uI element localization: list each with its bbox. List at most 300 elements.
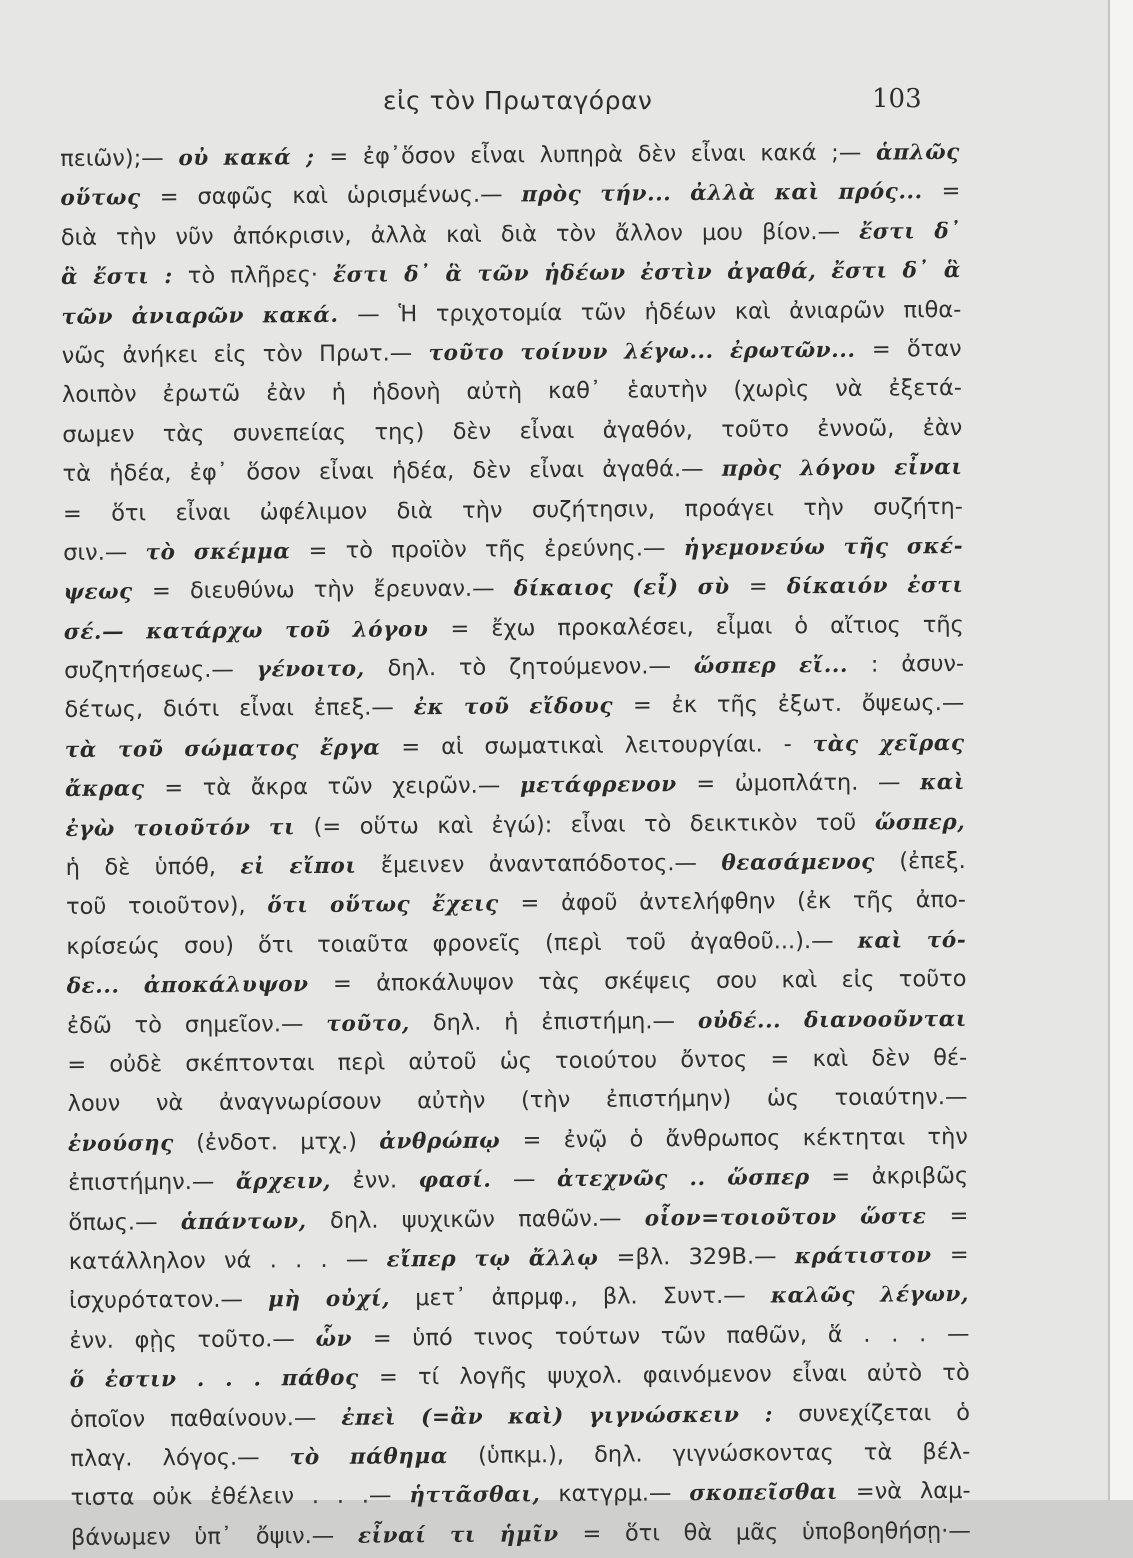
word: ὁ xyxy=(794,612,809,639)
word: = xyxy=(632,692,652,719)
word: κακά xyxy=(760,140,817,167)
text-line xyxy=(63,487,963,533)
word: λειτουργίαι. xyxy=(624,731,763,759)
word: ὁποῖον xyxy=(69,1405,146,1433)
word: τοῦτο.— xyxy=(197,1325,295,1353)
word: ἡ xyxy=(65,854,81,882)
word: — xyxy=(946,1320,970,1347)
lemma-word: καὶ xyxy=(919,770,966,796)
word: φῂς xyxy=(134,1326,177,1354)
lemma-word: ὥστε xyxy=(859,1203,927,1230)
lemma-word: ἐστι xyxy=(907,573,964,599)
word: αὐτὴν xyxy=(417,1088,486,1115)
lemma-word: τῆς xyxy=(843,534,889,560)
word: = xyxy=(582,1520,602,1547)
word: συνεπείας xyxy=(232,419,347,447)
word: κατάλληλον xyxy=(68,1247,206,1275)
word: = xyxy=(67,1051,87,1078)
word: τῆς xyxy=(922,611,964,638)
word: σαφῶς xyxy=(197,183,274,211)
word: ὑπό xyxy=(412,1324,453,1351)
word: — xyxy=(877,769,901,796)
word: ἀπόκρισιν, xyxy=(232,222,352,250)
word: ἀπο- xyxy=(915,887,967,914)
lemma-word: ἁπλῶς xyxy=(875,139,961,166)
word: ὄψεως.— xyxy=(861,690,965,718)
word: ὁ xyxy=(956,1399,971,1426)
word: ὡρισμένως.— xyxy=(346,181,503,210)
word: αὐτοῦ xyxy=(408,1048,477,1076)
lemma-word: τῶν xyxy=(477,261,530,287)
word: ἐπιστήμην.— xyxy=(68,1168,215,1197)
word: τοῦ xyxy=(65,894,107,921)
word: ἐκ xyxy=(671,692,698,719)
running-header: εἰς τὸν Πρωταγόραν xyxy=(383,86,653,115)
word: οὐκ xyxy=(152,1484,193,1511)
lemma-word: κακά xyxy=(223,145,292,171)
word: θέ- xyxy=(933,1044,968,1072)
lemma-word: ἃ xyxy=(943,258,962,284)
word: . xyxy=(320,1246,328,1273)
lemma-word: ἔστι xyxy=(93,264,150,290)
lemma-word: λόγου xyxy=(352,616,429,643)
word: ἐφ᾽ xyxy=(189,459,229,487)
word: ἡ xyxy=(331,380,347,407)
word: ἐὰν xyxy=(266,380,306,407)
word: ζητούμενον.— xyxy=(508,653,672,681)
word: ὑποβοηθήσῃ·— xyxy=(801,1517,971,1545)
lemma-word: τοῦ xyxy=(117,737,164,763)
lemma-word: τό- xyxy=(926,927,967,954)
lemma-word: τὸ xyxy=(289,1444,320,1471)
word: νὰ xyxy=(155,1090,184,1117)
word: τοῦ xyxy=(625,929,667,956)
word: διὰ xyxy=(396,497,433,524)
lemma-word: ἄκρας xyxy=(65,776,145,803)
word: ἐφ᾽ὅσον xyxy=(362,142,456,170)
word: εἶναι xyxy=(470,142,526,169)
word: ἡ xyxy=(504,1009,519,1036)
text-line xyxy=(61,212,961,258)
word: κρίσεώς xyxy=(66,933,161,960)
word: εἰς xyxy=(213,341,247,368)
word: τοιαύτην.— xyxy=(834,1084,968,1112)
word: τὴν xyxy=(927,1123,968,1150)
lemma-word: λόγου xyxy=(799,455,876,482)
word: τοιούτου xyxy=(555,1047,658,1075)
word: λυπηρὰ xyxy=(539,141,624,169)
lemma-word: . xyxy=(225,1366,234,1392)
lemma-word: θεασάμενος xyxy=(721,849,876,876)
lemma-word: πρός... xyxy=(838,179,923,206)
word: ἐννοῶ, xyxy=(817,415,895,442)
word: τῶν xyxy=(327,773,373,801)
word: ἔχω xyxy=(491,614,536,642)
lemma-word: σώματος xyxy=(184,736,300,762)
lemma-word: ὅ xyxy=(69,1367,85,1394)
word: εἰς xyxy=(841,966,875,994)
word: = xyxy=(520,890,540,917)
text-line xyxy=(62,330,962,376)
lemma-word: οὐχί, xyxy=(325,1286,391,1313)
lemma-word: τοιοῦτόν xyxy=(133,815,251,842)
word: ἐπιστήμη.— xyxy=(541,1007,676,1035)
word: ἔρευναν.— xyxy=(373,575,495,603)
word: δηλ. xyxy=(432,1009,482,1036)
lemma-word: λέγω... xyxy=(624,338,714,365)
word: καὶ xyxy=(812,1045,849,1073)
word: . xyxy=(918,1320,927,1348)
lemma-word: οὕτως xyxy=(329,892,411,919)
word: τὰς xyxy=(162,420,205,447)
word: καὶ xyxy=(292,183,329,210)
lemma-word: εἰ xyxy=(240,854,266,880)
word: λαμ- xyxy=(919,1478,971,1505)
word: = xyxy=(941,178,961,205)
word: εἶναι xyxy=(529,457,585,484)
lemma-word: λέγων, xyxy=(880,1282,970,1308)
word: μου xyxy=(701,219,744,246)
lemma-word: τοῦτο, xyxy=(326,1010,411,1037)
word: = xyxy=(164,775,184,802)
word: τῆς xyxy=(484,536,527,563)
word: ἐγώ): xyxy=(491,811,553,839)
word: ἀγαθά.— xyxy=(602,456,704,483)
lemma-word: : xyxy=(764,1401,774,1428)
lemma-word: ἀτεχνῶς xyxy=(556,1166,669,1193)
lemma-word: τὰ xyxy=(64,737,98,763)
lemma-word: τὸ xyxy=(145,540,176,566)
word: λουν xyxy=(67,1090,121,1118)
word: σημεῖον.— xyxy=(184,1010,304,1038)
word: σου) xyxy=(184,932,235,959)
word: σου xyxy=(715,967,758,995)
word: ὠμοπλάτη. xyxy=(734,769,859,797)
word: εἶναι xyxy=(318,458,374,486)
word: ἀνανταπόδοτος.— xyxy=(488,850,698,878)
word: καὶ xyxy=(781,967,818,994)
word: δὲ xyxy=(104,854,131,881)
lemma-word: ἔχεις xyxy=(431,891,499,918)
lemma-word: .. xyxy=(689,1166,706,1192)
lemma-word: τῶν xyxy=(61,304,114,330)
word: βέλ- xyxy=(922,1438,971,1466)
word: = xyxy=(831,1163,851,1191)
lemma-word: οὐ xyxy=(178,145,210,172)
word: κατγρμ.— xyxy=(558,1480,672,1508)
word: τὸ xyxy=(345,537,374,564)
lemma-word: τήν... xyxy=(600,181,672,208)
word: λοιπὸν xyxy=(61,381,137,409)
word: — xyxy=(512,1166,536,1193)
word: ἡδέων xyxy=(644,298,717,325)
lemma-word: ὅτι xyxy=(267,893,309,919)
word: νῦν xyxy=(175,223,214,250)
lemma-word: τοίνυν xyxy=(520,339,609,366)
lemma-word: . xyxy=(253,1366,262,1392)
word: ὅτι xyxy=(111,499,147,527)
word: αὐτὸ xyxy=(866,1360,923,1387)
word: ἀλλὰ xyxy=(370,221,428,249)
word: ἀποκάλυψον xyxy=(376,969,515,997)
word: ἀνιαρῶν xyxy=(789,297,885,324)
word: εἶναι xyxy=(690,140,746,168)
lemma-word: κράτιστον xyxy=(794,1243,932,1270)
lemma-word: καλῶς xyxy=(770,1283,856,1309)
word: ἀγαθοῦ...).— xyxy=(690,927,834,955)
lemma-word: τι xyxy=(449,1522,477,1548)
word: ἀντελήφθην xyxy=(639,888,776,916)
word: ἅ xyxy=(827,1321,843,1348)
lemma-word: πρὸς xyxy=(521,182,582,208)
lemma-word: γένοιτο, xyxy=(256,656,365,683)
word: διὰ xyxy=(500,221,538,248)
word: οὕτω xyxy=(359,812,419,840)
lemma-word: ἃ xyxy=(60,265,79,291)
word: τῶν xyxy=(580,299,626,326)
word: πλαγ. xyxy=(70,1445,133,1472)
word: αὐτὴ xyxy=(466,378,523,406)
word: ἐξετά- xyxy=(888,375,963,402)
word: ψυχολ. xyxy=(547,1362,623,1390)
word: της) xyxy=(374,418,425,446)
word: = xyxy=(372,1325,392,1352)
lemma-word: δε... xyxy=(66,973,120,1000)
word: τὰ xyxy=(202,774,232,802)
lemma-word: (εἶ) xyxy=(632,575,679,601)
lemma-word: σὺ xyxy=(697,575,730,601)
lemma-word: ἐκ xyxy=(413,695,445,721)
lemma-word: τι xyxy=(268,814,296,841)
word: εἶμαι xyxy=(715,613,773,640)
word: σκέπτονται xyxy=(185,1050,315,1078)
text-line xyxy=(63,566,963,612)
word: (ἐπεξ. xyxy=(899,847,966,875)
word: ἐρωτῶ xyxy=(162,380,241,408)
lemma-word: δίκαιόν xyxy=(786,573,889,600)
word: Συντ.— xyxy=(662,1282,746,1310)
word: μτχ.) xyxy=(300,1128,358,1155)
word: παθῶν.— xyxy=(518,1205,622,1232)
word: συνεχίζεται xyxy=(798,1399,932,1427)
word: ὡς xyxy=(499,1048,532,1075)
lemma-word: ἀλλὰ xyxy=(690,180,756,207)
word: τὴν xyxy=(803,494,844,521)
word: ὅπως.— xyxy=(68,1208,158,1236)
word: καὶ xyxy=(445,221,482,248)
word: = xyxy=(159,184,179,211)
word: τὴν xyxy=(313,577,355,604)
word: διότι xyxy=(162,696,220,723)
lemma-word: ἐπεὶ xyxy=(341,1404,397,1431)
word: (περὶ xyxy=(545,929,602,957)
word: βλ. xyxy=(602,1283,638,1311)
word: παθαίνουν.— xyxy=(170,1404,317,1432)
lemma-word: τὰς xyxy=(812,731,859,757)
word: δὲν xyxy=(637,141,677,168)
lemma-word: ὥσπερ xyxy=(727,1165,810,1191)
lemma-word: ψεως xyxy=(63,579,133,606)
word: - xyxy=(783,731,792,758)
word: προάγει xyxy=(684,494,775,522)
word: τὰ xyxy=(863,1439,893,1466)
lemma-word: ἐστιν xyxy=(104,1367,177,1393)
word: ἔμεινεν xyxy=(380,851,465,879)
lemma-word: ἔστι xyxy=(831,258,888,285)
lemma-word: ὥσπερ xyxy=(693,653,777,680)
word: (ἐνδοτ. xyxy=(196,1129,279,1156)
word: ἀπρμφ., xyxy=(491,1284,578,1311)
lemma-word: δ᾽ xyxy=(404,262,431,288)
word: ἰσχυρότατον.— xyxy=(69,1286,244,1315)
word: : xyxy=(870,651,879,678)
lemma-word: φασί. xyxy=(418,1167,492,1194)
word: =βλ. xyxy=(616,1244,671,1271)
lemma-word: δίκαιος xyxy=(513,575,614,602)
word: (= xyxy=(313,813,342,840)
commentary-text xyxy=(60,133,971,1558)
word: — xyxy=(345,1246,369,1273)
lemma-word: δ᾽ xyxy=(902,258,929,284)
word: ἐνν. xyxy=(69,1327,114,1354)
word: = xyxy=(378,1364,398,1391)
word: ψυχικῶν xyxy=(401,1206,496,1233)
word: τινος xyxy=(473,1324,535,1351)
word: τὸν xyxy=(262,341,303,368)
word: ὄντος xyxy=(680,1046,748,1074)
lemma-word: ἔργα xyxy=(319,735,381,761)
lemma-word: ἡμῖν xyxy=(499,1521,559,1548)
lemma-word: πρὸς xyxy=(721,456,782,482)
lemma-word: δ᾽ xyxy=(934,218,961,244)
lemma-word: ; xyxy=(305,145,315,171)
word: ἑαυτὴν xyxy=(627,377,708,404)
lemma-word: ἀγαθά, xyxy=(727,259,817,285)
lemma-word: σκέ- xyxy=(906,533,964,560)
word: σκέψεις xyxy=(604,968,692,995)
word: δὲν xyxy=(871,1045,911,1072)
word: ἐξωτ. xyxy=(777,691,843,718)
word: ἡδονὴ xyxy=(371,379,441,406)
word: τί xyxy=(417,1364,440,1391)
word: = xyxy=(522,1127,542,1154)
text-line xyxy=(70,1393,970,1439)
lemma-word: ἔστι xyxy=(858,219,916,245)
word: ;— xyxy=(831,139,862,166)
word: τιστα xyxy=(70,1484,135,1512)
word: ἡδέα, xyxy=(109,460,172,487)
word: τριχοτομία xyxy=(435,299,563,327)
word: = xyxy=(308,537,328,564)
word: σιν.— xyxy=(63,539,128,566)
lemma-word: εἴ... xyxy=(798,652,849,679)
word: εἶναι xyxy=(570,811,626,838)
word: Πρωτ.— xyxy=(318,340,413,367)
word: τούτων xyxy=(554,1323,641,1350)
word: (τὴν xyxy=(520,1087,571,1114)
word: τὰς xyxy=(538,969,580,996)
word: ἄκρα xyxy=(250,774,309,801)
lemma-word: τοῦ xyxy=(284,617,331,643)
word: νά xyxy=(223,1247,252,1274)
lemma-word: ἀνθρώπῳ xyxy=(379,1128,501,1155)
page-number: 103 xyxy=(872,84,922,114)
lemma-word: : xyxy=(164,264,173,290)
word: τὴν xyxy=(462,497,503,524)
word: αἴτιος xyxy=(830,612,901,639)
lemma-word: τοῦτο xyxy=(428,340,505,367)
word: δὲν xyxy=(452,418,492,445)
word: = xyxy=(770,1046,790,1073)
lemma-word: πάθος xyxy=(281,1365,359,1392)
word: προϊὸν xyxy=(391,536,467,564)
word: ὅτι xyxy=(624,1520,661,1547)
word: εἶναι xyxy=(791,1360,847,1388)
lemma-word: καὶ xyxy=(857,928,903,954)
word: τοιαῦτα xyxy=(317,931,409,958)
word: ἡδέα, xyxy=(391,458,455,485)
word: συζητήσεως.— xyxy=(64,656,234,685)
word: σωμεν xyxy=(62,421,135,448)
word: ἀγαθόν, xyxy=(602,416,694,444)
word: τῆς xyxy=(716,692,759,719)
word: λογῆς xyxy=(459,1363,528,1391)
word: τὸ xyxy=(134,1011,163,1039)
word: βίον.— xyxy=(761,218,841,246)
word: = xyxy=(450,615,470,642)
word: συζήτη- xyxy=(873,493,963,521)
word: ἐδῶ xyxy=(66,1012,112,1039)
lemma-word: εἴποι xyxy=(289,853,357,880)
lemma-word: κατάρχω xyxy=(146,618,264,645)
lemma-word: οἷον=τοιοῦτον xyxy=(644,1204,837,1231)
word: ἀσυν- xyxy=(901,650,965,678)
lemma-word: καὶ xyxy=(774,180,820,206)
lemma-word: σέ.— xyxy=(63,619,125,645)
lemma-word: ὥσπερ, xyxy=(874,809,966,836)
page-edge xyxy=(1110,0,1133,1500)
word: ὡς xyxy=(766,1085,800,1112)
word: = xyxy=(949,1241,969,1268)
lemma-word: (=ἂν xyxy=(421,1404,484,1430)
lemma-word: ὧν xyxy=(315,1326,353,1352)
word: τὸ xyxy=(458,654,487,681)
word: (ἐκ xyxy=(796,888,832,915)
word: μετ᾽ xyxy=(415,1285,467,1312)
word: ἄλλον xyxy=(614,219,683,247)
word: . xyxy=(891,1321,899,1348)
word: πειῶν);— xyxy=(60,145,164,172)
word: ὁ xyxy=(629,1126,644,1153)
word: τοιοῦτον), xyxy=(127,892,246,920)
lemma-word: ἄλλῳ xyxy=(528,1245,599,1272)
lemma-word: ἔστι xyxy=(332,262,390,289)
word: τῶν xyxy=(660,1322,706,1350)
word: . xyxy=(336,1483,345,1510)
word: ὑπόθ, xyxy=(154,853,217,881)
lemma-word: ἐστὶν xyxy=(640,260,713,286)
word: διὰ xyxy=(60,224,98,251)
lemma-word: γιγνώσκειν xyxy=(588,1402,740,1429)
lemma-word: ἀνιαρῶν xyxy=(131,303,245,330)
word: διευθύνω xyxy=(189,577,295,605)
word: = xyxy=(151,578,171,605)
word: ἐπιστήμην) xyxy=(605,1086,732,1114)
word: καθ᾽ xyxy=(547,378,602,405)
lemma-word: οὕτως xyxy=(60,185,141,212)
lemma-word: ἡδέων xyxy=(544,260,626,287)
lemma-word: εἴπερ xyxy=(386,1246,457,1273)
